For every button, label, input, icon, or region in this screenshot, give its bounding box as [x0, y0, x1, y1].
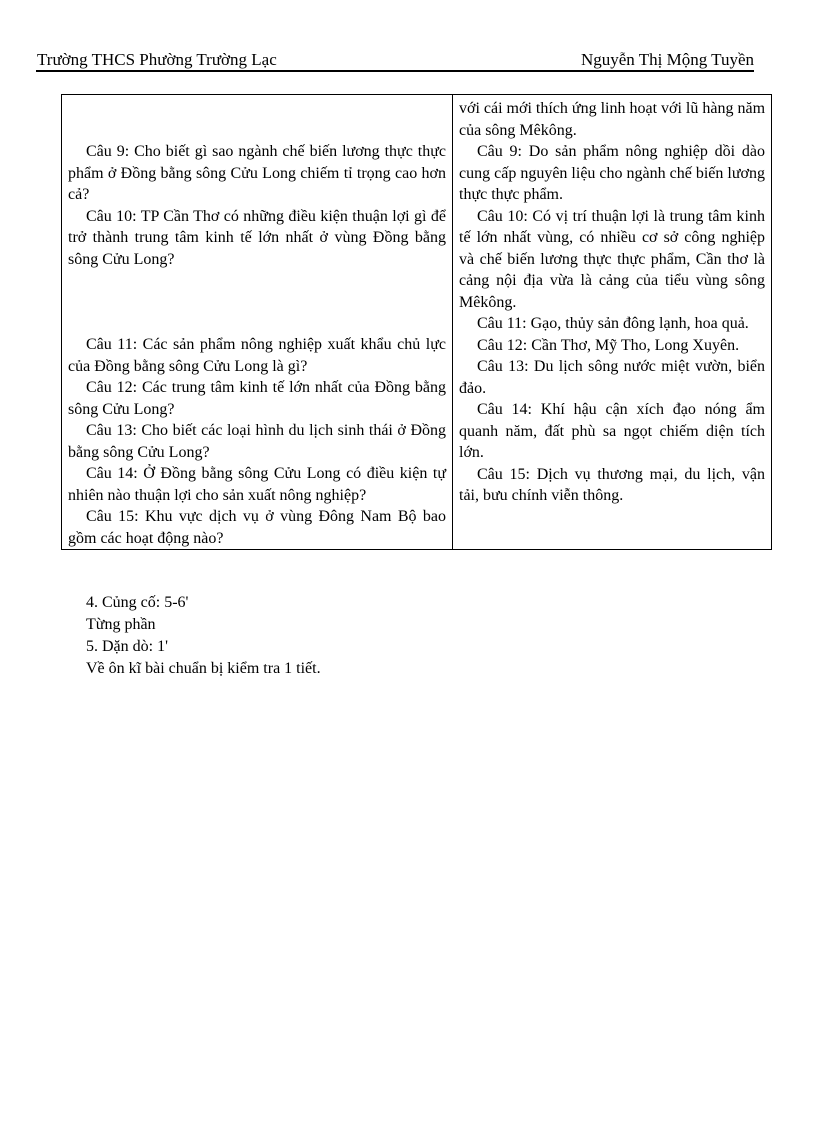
question-9: Câu 9: Cho biết gì sao ngành chế biến lương thực thực phẩm ở Đồng bằng sông Cửu Long chiếm tỉ trọng cao hơn cả?: [68, 143, 446, 203]
answer-10: Câu 10: Có vị trí thuận lợi là trung tâm kinh tế lớn nhất vùng, có nhiều cơ sở công nghiệp và chế biến lương thực thực phẩm, Cần thơ là cảng nội địa vừa là cảng của tiểu vùng sông Mêkông.: [459, 207, 765, 311]
question-14: Câu 14: Ở Đồng bằng sông Cửu Long có điều kiện tự nhiên nào thuận lợi cho sản xuất nông nghiệp?: [68, 465, 446, 504]
consolidation-line: 4. Củng cố: 5-6': [86, 594, 189, 611]
consolidation-detail: Từng phần: [86, 616, 156, 633]
answer-15: Câu 15: Dịch vụ thương mại, du lịch, vận tải, bưu chính viễn thông.: [459, 465, 765, 504]
closing-section: [86, 592, 321, 680]
answer-14: Câu 14: Khí hậu cận xích đạo nóng ẩm quanh năm, đất phù sa ngọt chiếm diện tích lớn.: [459, 401, 765, 461]
school-name: Trường THCS Phường Trường Lạc: [37, 50, 277, 69]
answers-cell: [453, 95, 772, 550]
questions-cell: [62, 95, 453, 550]
answer-13: Câu 13: Du lịch sông nước miệt vườn, biển đảo.: [459, 358, 765, 397]
homework-line: 5. Dặn dò: 1': [86, 638, 168, 655]
spacer: [68, 270, 446, 334]
spacer: [68, 98, 446, 141]
answer-12: Câu 12: Cần Thơ, Mỹ Tho, Long Xuyên.: [477, 336, 740, 354]
question-10: Câu 10: TP Cần Thơ có những điều kiện thuận lợi gì để trở thành trung tâm kinh tế lớn nhất ở vùng Đồng bằng sông Cửu Long?: [68, 207, 446, 268]
question-13: Câu 13: Cho biết các loại hình du lịch sinh thái ở Đồng bằng sông Cửu Long?: [68, 422, 446, 461]
question-12: Câu 12: Các trung tâm kinh tế lớn nhất của Đồng bằng sông Cửu Long?: [68, 379, 446, 418]
question-15: Câu 15: Khu vực dịch vụ ở vùng Đông Nam Bộ bao gồm các hoạt động nào?: [68, 508, 446, 547]
homework-detail: Về ôn kĩ bài chuẩn bị kiểm tra 1 tiết.: [86, 660, 321, 677]
answer-11: Câu 11: Gạo, thủy sản đông lạnh, hoa quả.: [477, 315, 749, 332]
table-row: [62, 95, 772, 550]
answer-continuation: với cái mới thích ứng linh hoạt với lũ hàng năm của sông Mêkông.: [459, 100, 766, 139]
question-11: Câu 11: Các sản phẩm nông nghiệp xuất khẩu chủ lực của Đồng bằng sông Cửu Long là gì?: [68, 336, 446, 375]
qa-table: [61, 94, 772, 550]
page-header: [36, 48, 754, 72]
answer-9: Câu 9: Do sản phẩm nông nghiệp dồi dào cung cấp nguyên liệu cho ngành chế biến lương thực thực phẩm.: [459, 143, 765, 203]
teacher-name: Nguyễn Thị Mộng Tuyền: [580, 50, 754, 69]
